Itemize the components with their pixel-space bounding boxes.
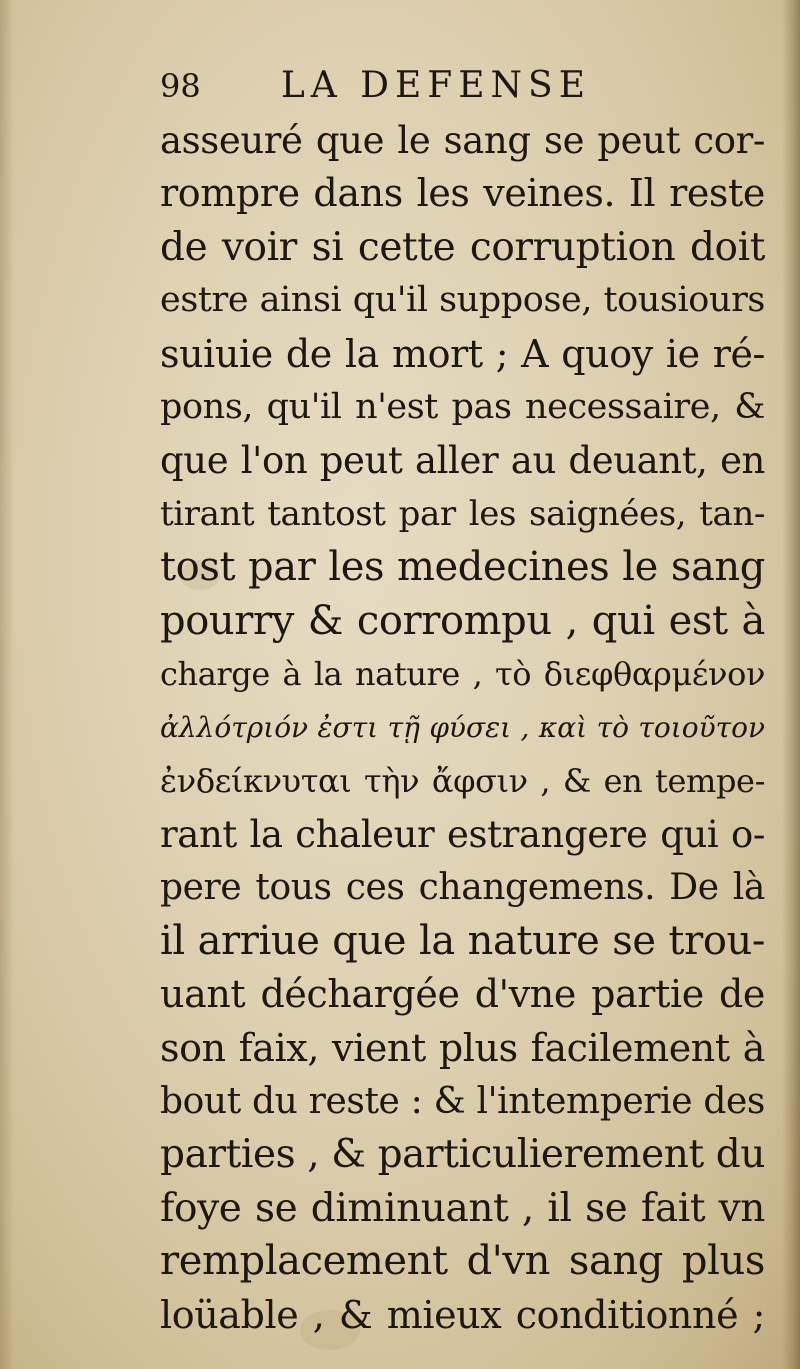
- text-line: uant déchargée d'vne partie de: [160, 972, 765, 1017]
- greek-text-line: ἀλλότριόν ἐστι τῇ φύσει , καὶ τὸ τοιοῦτον: [160, 711, 765, 745]
- text-line: asseuré que le sang se peut cor-: [160, 119, 765, 162]
- text-line: estre ainsi qu'il suppose, tousiours: [160, 280, 765, 321]
- text-line: parties , & particulierement du: [160, 1132, 766, 1178]
- running-head: [160, 62, 765, 114]
- text-line: foye se diminuant , il se fait vn: [160, 1185, 765, 1231]
- text-line: il arriue que la nature se trou-: [160, 917, 765, 964]
- text-line: pere tous ces changemens. De là: [160, 867, 765, 909]
- text-line: tirant tantost par les saignées, tan-: [160, 493, 765, 534]
- text-line: pons, qu'il n'est pas necessaire, &: [160, 386, 765, 427]
- page-right-edge: [782, 0, 800, 1369]
- text-line: charge à la nature , τὸ διεφθαρμένον: [160, 654, 765, 693]
- text-line: tost par les medecines le sang: [160, 544, 765, 591]
- text-line: suiuie de la mort ; A quoy ie ré-: [160, 331, 765, 376]
- page-number: 98: [160, 67, 201, 105]
- text-line: ἐνδείκνυται τὴν ἄφσιν , & en tempe-: [160, 761, 765, 800]
- text-line: que l'on peut aller au deuant, en: [160, 439, 765, 483]
- text-line: de voir si cette corruption doit: [160, 224, 765, 270]
- text-line: remplacement d'vn sang plus: [160, 1238, 765, 1285]
- text-line: rant la chaleur estrangere qui o-: [160, 813, 765, 857]
- text-line: loüable , & mieux conditionné ;: [160, 1292, 765, 1337]
- running-title: LA DEFENSE: [280, 65, 592, 106]
- page-left-shadow: [0, 0, 14, 1369]
- text-line: pourry & corrompu , qui est à: [160, 597, 765, 644]
- text-line: rompre dans les veines. Il reste: [160, 171, 765, 216]
- text-line: son faix, vient plus facilement à: [160, 1025, 765, 1070]
- text-block: [160, 62, 765, 1342]
- text-line: bout du reste : & l'intemperie des: [160, 1081, 765, 1123]
